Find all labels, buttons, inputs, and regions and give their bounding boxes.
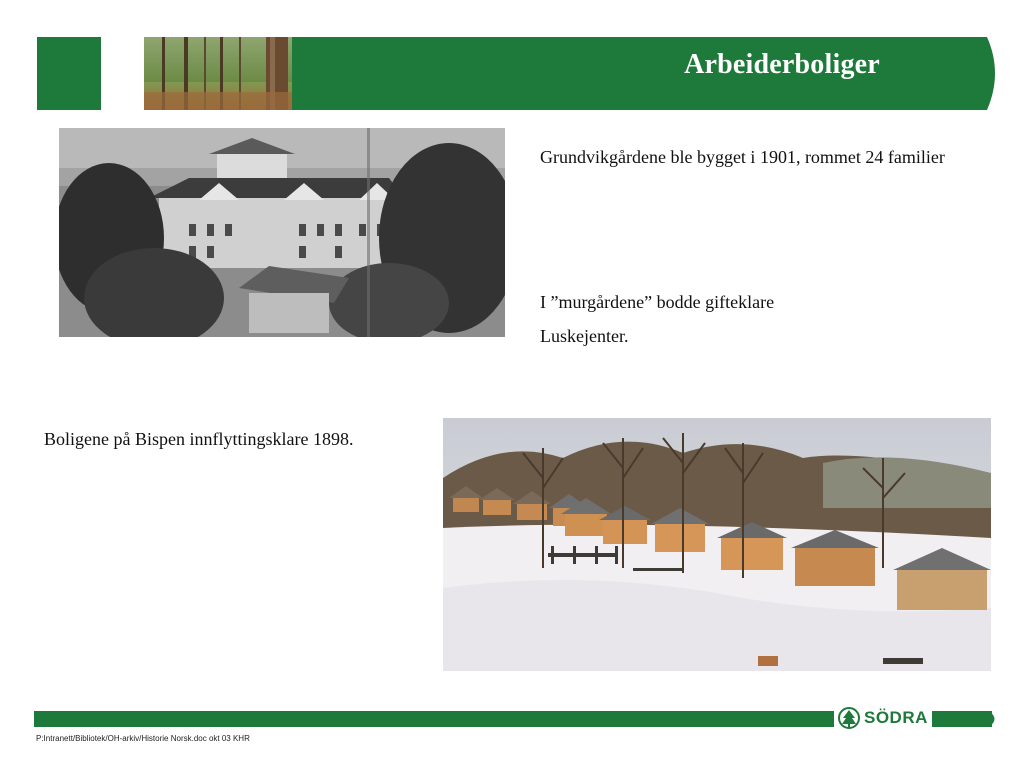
caption-murgardene: I ”murgårdene” bodde gifteklare Luskejenter. bbox=[540, 292, 775, 346]
forest-photo-icon bbox=[144, 37, 292, 110]
logo-text: SÖDRA bbox=[864, 708, 928, 727]
header-banner bbox=[37, 37, 999, 110]
caption-grundvik: Grundvikgårdene ble bygget i 1901, rommet 24 familier bbox=[540, 147, 945, 167]
historic-building-photo-icon bbox=[59, 128, 505, 337]
page-title: Arbeiderboliger bbox=[684, 49, 880, 80]
sodra-logo bbox=[834, 706, 932, 730]
footer-file-path: P:Intranett/Bibliotek/OH-arkiv/Historie Norsk.doc okt 03 KHR bbox=[36, 734, 250, 743]
caption-bispen: Boligene på Bispen innflyttingsklare 1898. bbox=[44, 429, 354, 449]
winter-houses-photo-icon bbox=[443, 418, 991, 671]
sodra-emblem-icon bbox=[838, 707, 860, 729]
